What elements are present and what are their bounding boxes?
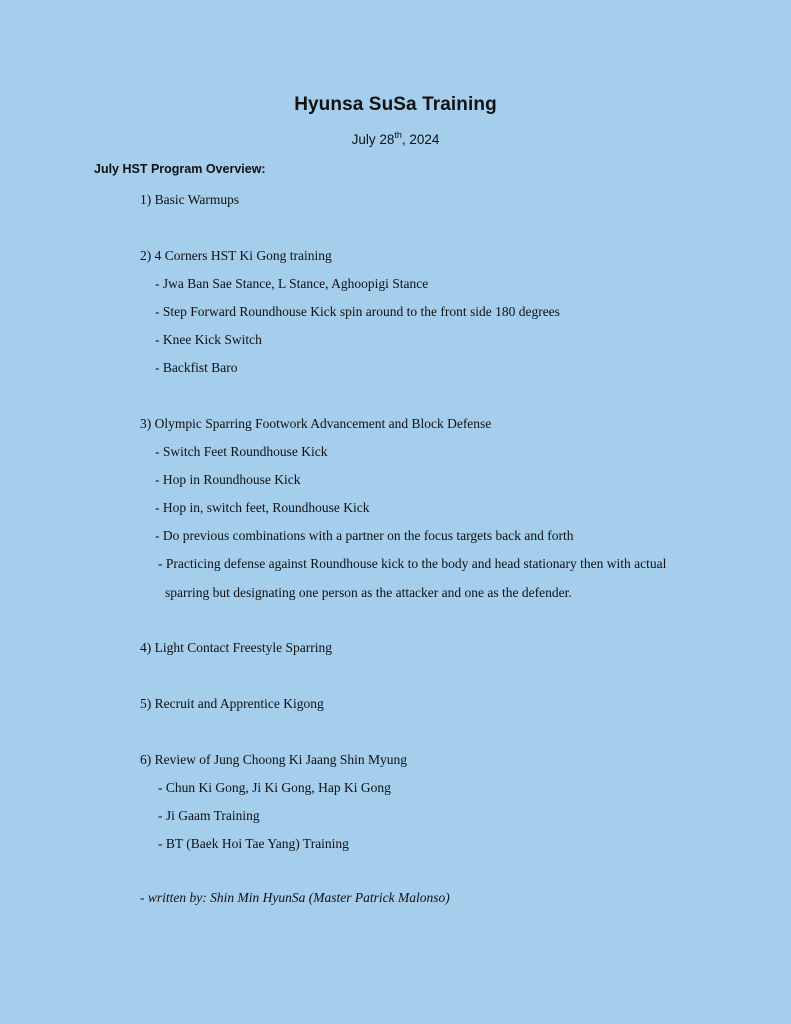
list-item: - Ji Gaam Training	[158, 808, 260, 823]
section-heading: 4) Light Contact Freestyle Sparring	[140, 640, 332, 655]
list-item: - Backfist Baro	[155, 360, 238, 375]
date-ordinal-suffix: th	[394, 130, 402, 140]
author-credit: - written by: Shin Min HyunSa (Master Patrick Malonso)	[140, 890, 450, 905]
list-item: - BT (Baek Hoi Tae Yang) Training	[158, 836, 349, 851]
section-heading: 6) Review of Jung Choong Ki Jaang Shin Myung	[140, 752, 407, 767]
list-item: - Step Forward Roundhouse Kick spin around to the front side 180 degrees	[155, 304, 560, 319]
list-item: - Hop in Roundhouse Kick	[155, 472, 301, 487]
list-item-continuation: sparring but designating one person as the attacker and one as the defender.	[165, 585, 572, 600]
date-year: , 2024	[401, 132, 440, 147]
list-item: - Do previous combinations with a partner on the focus targets back and forth	[155, 528, 574, 543]
date-text: July 28	[351, 132, 395, 147]
list-item: - Hop in, switch feet, Roundhouse Kick	[155, 500, 370, 515]
section-heading: 5) Recruit and Apprentice Kigong	[140, 696, 324, 711]
document-title: Hyunsa SuSa Training	[294, 94, 497, 115]
list-item: - Knee Kick Switch	[155, 332, 262, 347]
overview-heading: July HST Program Overview:	[94, 162, 266, 176]
list-item: - Switch Feet Roundhouse Kick	[155, 444, 328, 459]
document-date	[0, 132, 791, 147]
list-item: - Practicing defense against Roundhouse kick to the body and head stationary then with actual	[158, 556, 667, 571]
section-heading: 2) 4 Corners HST Ki Gong training	[140, 248, 332, 263]
section-heading: 1) Basic Warmups	[140, 192, 240, 207]
list-item: - Jwa Ban Sae Stance, L Stance, Aghoopigi Stance	[155, 276, 429, 291]
section-heading: 3) Olympic Sparring Footwork Advancement and Block Defense	[140, 416, 492, 431]
list-item: - Chun Ki Gong, Ji Ki Gong, Hap Ki Gong	[158, 780, 391, 795]
